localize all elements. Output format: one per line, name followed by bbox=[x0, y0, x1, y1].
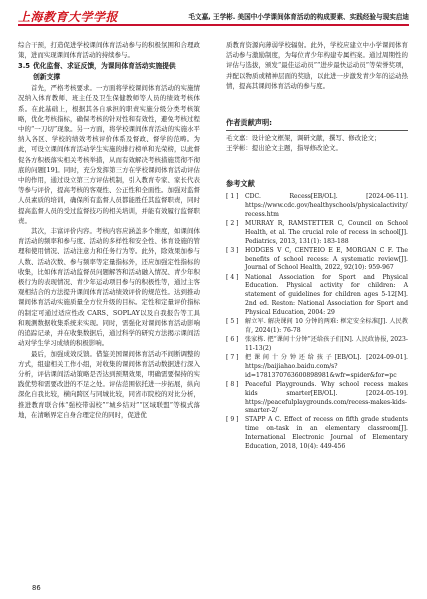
running-title: 毛文嘉, 王学彬. 美国中小学课间体育活动的构成要素、实践经验与现实启迪 bbox=[188, 13, 409, 21]
paragraph-feedback: 最后，加强成效反馈。借鉴美国课间体育活动不间断调整的方式，组建相关工作小组，对收集的课间体育活动数据进行深入分析，评估课间活动策略是否达到预期效果，明确需要保持的实践优势和需要改进的不足之处。评估范围依托进一步拓展，纵向深化自我比较，横向跨区与同城比较，同省市院校的对比分析，推进教育联合体“强校带弱校”“城乡结对”“区域联盟”等模式落地，在清晰界定自身合理定位的同时，促进优 bbox=[18, 349, 200, 419]
reference-index: [ 5 ] bbox=[226, 318, 239, 326]
reference-text: 张家栋. 把“课间十分钟”还给孩子们[N]. 人民政协报, 2023-11-13(2) bbox=[245, 336, 408, 352]
right-column bbox=[226, 40, 408, 452]
references-section bbox=[226, 179, 408, 452]
header-rule bbox=[18, 24, 409, 26]
reference-index: [ 9 ] bbox=[226, 416, 239, 424]
reference-index: [ 6 ] bbox=[226, 336, 239, 343]
reference-item bbox=[226, 220, 408, 247]
section-title-line1: 优化监督、求证反馈，为课间体育活动实施提供 bbox=[33, 62, 176, 71]
reference-index: [ 4 ] bbox=[226, 273, 239, 281]
reference-text: National Association for Sport and Physical Education. Physical activity for children: A statement of guidelines for children ages 5-12[M]. 2nd ed. Reston: National Association for Sport and Physical Education, 2004: 29 bbox=[245, 273, 408, 316]
reference-index: [ 8 ] bbox=[226, 380, 239, 388]
section-number: 3.5 bbox=[18, 62, 31, 71]
reference-item bbox=[226, 318, 408, 336]
reference-text: HODGES V C, CENTEIO E E, MORGAN C F. The benefits of school recess: A systematic review[J]. Journal of School Health, 2022, 92(10): 959-967 bbox=[245, 246, 408, 272]
paragraph-evaluation: 其次，丰富评价内容。考核内容应涵盖多个维度，如课间体育活动的频率和参与度、活动的多样性和安全性、体育设施的管理和使用情况、活动注意力和任务行为等。此外，除效果加参与人数、活动次数、参与频率等定量指标外，还应加强定性指标的收集，比如体育活动监督员问题解答和活动融入情况、青少年积极行为的表现情况、青少年运动项目参与的积极性等，通过主客观相结合的方法提升课间体育活动绩效评价的规范性。达到推动课间体育活动实施质量全方位升级的目标。定性和定量评价指标的制定可通过适应性改 CARS、SOPLAY以及自我报告等工具和观测数据收集系统来实现。同时，需强化对课间体育活动影响的追踪记录，并在收集数据后，通过科学的研究方法揭示课间活动对学生学习成绩的积极影响。 bbox=[18, 227, 200, 348]
reference-index: [ 3 ] bbox=[226, 246, 239, 254]
reference-item bbox=[226, 193, 408, 220]
contributions-rule bbox=[226, 130, 408, 131]
contributions-title: 作者贡献声明: bbox=[226, 118, 272, 128]
reference-item bbox=[226, 381, 408, 416]
paragraph-continued-right: 质教育资源向薄弱学校辐射。此外，学校应建立中小学课间体育活动参与激励制度，为每位青少年构建专属档案。通过周期性的评估与选拔，颁发“最佳运动员”“进步最快运动员”等荣誉奖项，并配以物质或精神层面的奖励，以此进一步激发青少年的运动热情，提高其课间体育活动的参与度。 bbox=[226, 41, 408, 90]
section-heading bbox=[18, 61, 200, 82]
contribution-item: 毛文嘉：设计论文框架，调研文献，撰写、修改论文； bbox=[226, 133, 381, 142]
section-title-line2: 创新支撑 bbox=[33, 72, 61, 81]
paragraph-assessment: 首先，严格考核要求。一方面将学校课间体育活动的实施情况纳入体育教师、班主任及卫生保健教师等人员的绩效考核体系。在此基础上，根据其各自承担的职责实施分级分类考核策略，优化考核指标，确保考核的针对性和有效性，避免考核过程中的“一刀切”现象。另一方面，将学校课间体育活动的实施水平纳入各区、学校的绩效考核评价体系及督政、督学的范畴。为此，可设立课间体育活动学生实施的排行榜单和光荣榜，以此督促各方积极落实相关考核举措，从而有效解决考核措施贯彻不彻底的问题[19]。同时，充分发挥第三方在学校课间体育活动评估中的作用，通过设立第三方评估机制，引入教育专家、家长代表等参与评价，提高考核的客观性、公正性和全面性。加强对监督人员素质的培训，确保所有监督人员都能胜任其监督职责，同时提高监督人员的受过监督技巧的相关培训，并能有效履行监督职责。 bbox=[18, 84, 200, 225]
reference-item bbox=[226, 274, 408, 318]
reference-item bbox=[226, 416, 408, 451]
contribution-item: 王学彬：提出论文主题，指导修改论文。 bbox=[226, 143, 342, 152]
reference-item bbox=[226, 247, 408, 274]
left-column bbox=[18, 40, 200, 420]
reference-text: 把课间十分钟还给孩子[EB/OL]. [2024-09-01]. https://baijiahao.baidu.com/s?id=1781370763600898981&wfr=spider&for=pc bbox=[245, 353, 408, 379]
reference-index: [ 2 ] bbox=[226, 219, 239, 227]
reference-text: 解立军. 解决课间 10 分钟的两难: 框定安全标准[J]. 人民教育, 2024(1): 76-78 bbox=[245, 318, 408, 334]
page-number: 86 bbox=[32, 584, 41, 592]
reference-text: Peaceful Playgrounds. Why school recess makes kids smarter[EB/OL]. [2024-05-19]. https://peacefulplaygrounds.com/recess-makes-kids-smarter-2/ bbox=[245, 380, 408, 415]
references-title: 参考文献 bbox=[226, 179, 255, 189]
reference-item bbox=[226, 354, 408, 381]
reference-index: [ 7 ] bbox=[226, 353, 239, 361]
reference-index: [ 1 ] bbox=[226, 193, 239, 201]
paragraph-continued: 综合干预，打造促进学校课间体育活动参与的积极氛围和合理政策，进而实现课间体育活动的持续参与。 bbox=[18, 41, 200, 60]
reference-text: CDC. Recess[EB/OL]. [2024-06-11]. https://www.cdc.gov/healthyschools/physicalactivity/recess.htm bbox=[245, 193, 408, 218]
reference-item bbox=[226, 336, 408, 354]
reference-text: STAPP A C. Effect of recess on fifth grade students time on-task in an elementary classroom[J]. International Electronic Journal of Elementary Education, 2018, 10(4): 449-456 bbox=[245, 416, 408, 451]
journal-title: 上海教育大学学报 bbox=[18, 10, 119, 24]
reference-text: MURRAY R, RAMSTETTER C, Council on School Health, et al. The crucial role of recess in school[J]. Pediatrics, 2013, 131(1): 183-188 bbox=[245, 219, 408, 245]
author-contributions bbox=[226, 118, 408, 153]
